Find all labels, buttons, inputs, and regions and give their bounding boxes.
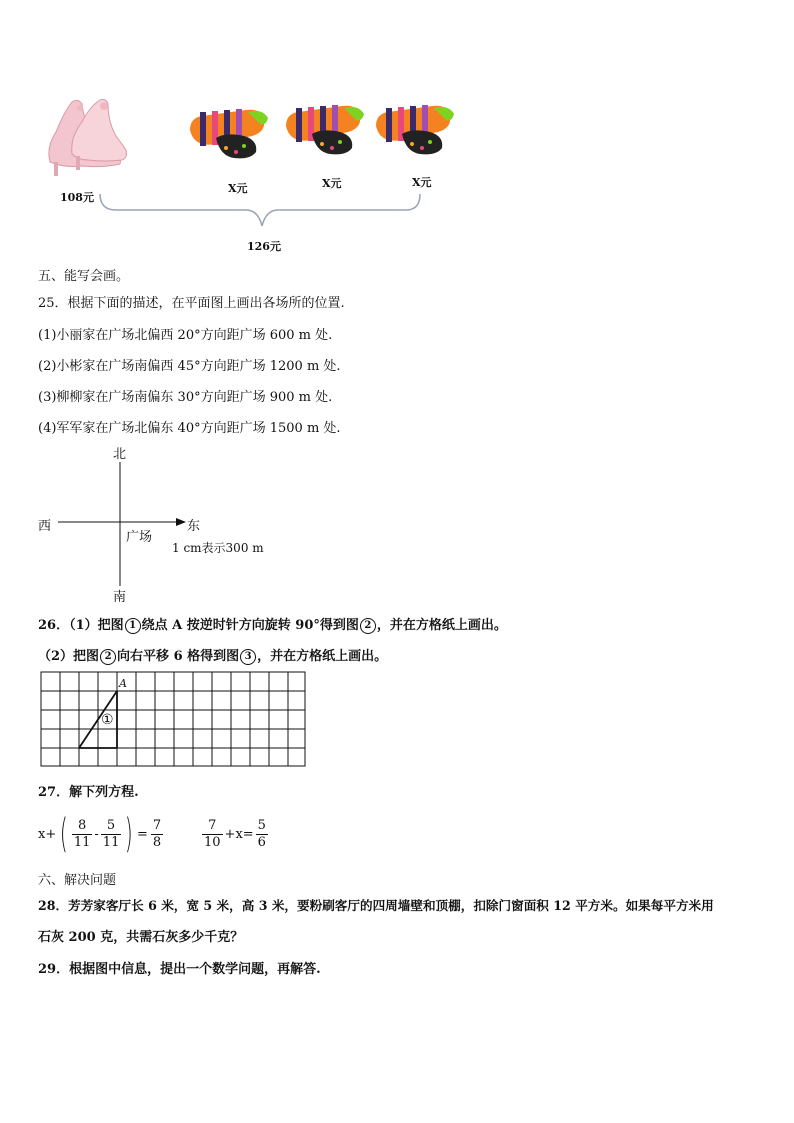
figure-1-marker: 1 xyxy=(125,618,141,634)
q27-stem: 27．解下列方程. xyxy=(38,785,139,800)
equation-2: $\frac{7}{10}$ +x= $\frac{5}{6}$ xyxy=(204,817,266,850)
section6-title: 六、解决问题 xyxy=(38,873,117,888)
q25-item-4: (4)军军家在广场北偏东 40°方向距广场 1500 m 处. xyxy=(38,421,341,436)
compass-diagram xyxy=(50,456,200,592)
compass-south: 南 xyxy=(113,590,127,605)
shoe-image xyxy=(42,92,132,182)
compass-center: 广场 xyxy=(126,530,153,545)
shape-1-label: ① xyxy=(101,712,114,728)
q25-item-2: (2)小彬家在广场南偏西 45°方向距广场 1200 m 处. xyxy=(38,359,341,374)
compass-east: 东 xyxy=(187,519,201,534)
equation-1: x+ ( $\frac{8}{11}$ - $\frac{5}{11}$ ) = $\frac{7}{8}$ xyxy=(38,811,162,857)
shoe-price-label: 108元 xyxy=(60,191,94,204)
q26-line-1: 26．（1）把图 1 绕点 A 按逆时针方向旋转 90°得到图 2 ，并在方格纸上画出。 xyxy=(38,618,507,633)
figure-2-marker: 2 xyxy=(360,618,376,634)
sock-price-1: X元 xyxy=(228,182,248,195)
compass-north: 北 xyxy=(113,447,127,462)
sock-image-2 xyxy=(282,98,366,156)
sock-image-3 xyxy=(372,98,456,156)
sock-image-1 xyxy=(186,102,270,160)
q25-stem: 25．根据下面的描述，在平面图上画出各场所的位置. xyxy=(38,296,345,311)
sock-price-2: X元 xyxy=(322,177,342,190)
q28-line-2: 石灰 200 克，共需石灰多少千克？ xyxy=(38,930,244,945)
q25-item-3: (3)柳柳家在广场南偏东 30°方向距广场 900 m 处. xyxy=(38,390,333,405)
q29-text: 29．根据图中信息，提出一个数学问题，再解答. xyxy=(38,962,321,977)
section5-title: 五、能写会画。 xyxy=(38,269,130,284)
compass-west: 西 xyxy=(38,519,52,534)
total-price-label: 126元 xyxy=(247,240,281,253)
sock-price-3: X元 xyxy=(412,176,432,189)
total-brace xyxy=(96,192,426,232)
point-a-label: A xyxy=(119,677,127,690)
grid-paper xyxy=(40,671,308,769)
figure-3-marker: 3 xyxy=(240,649,256,665)
compass-scale: 1 cm表示300 m xyxy=(172,541,264,555)
q28-line-1: 28．芳芳家客厅长 6 米，宽 5 米，高 3 米，要粉刷客厅的四周墙壁和顶棚，扣除门窗面积 12 平方米。如果每平方米用 xyxy=(38,898,714,913)
figure-2-marker: 2 xyxy=(100,649,116,665)
q26-line-2: （2）把图 2 向右平移 6 格得到图 3 ，并在方格纸上画出。 xyxy=(38,649,388,664)
q25-item-1: (1)小丽家在广场北偏西 20°方向距广场 600 m 处. xyxy=(38,328,333,343)
